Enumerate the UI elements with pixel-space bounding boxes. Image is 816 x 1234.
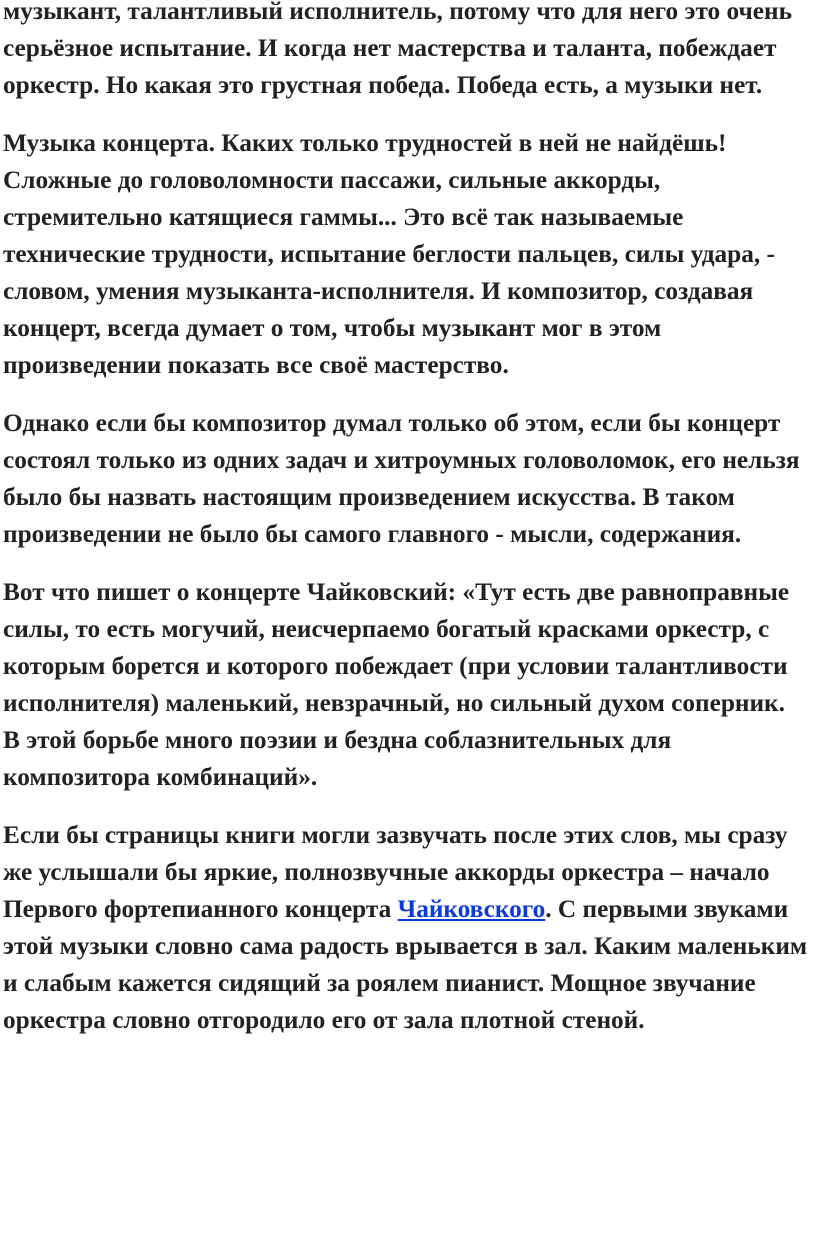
paragraph-4: Вот что пишет о концерте Чайковский: «Тут есть две равноправные силы, то есть могучий, неисчерпаемо богатый красками оркестр, с которым борется и которого побеждает (при условии талантливости исполнителя) маленький, невзрачный, но сильный духом соперник. В этой борьбе много поэзии и бездна соблазнительных для композитора комбинаций». xyxy=(3,578,790,791)
paragraph-3: Однако если бы композитор думал только об этом, если бы концерт состоял только из одних задач и хитроумных головоломок, его нельзя было бы назвать настоящим произведением искусства. В таком произведении не было бы самого главного - мысли, содержания. xyxy=(3,409,800,548)
paragraph-1: музыкант, талантливый исполнитель, потому что для него это очень серьёзное испытание. И когда нет мастерства и таланта, побеждает оркестр. Но какая это грустная победа. Победа есть, а музыки нет. xyxy=(3,0,792,99)
paragraph-2: Музыка концерта. Каких только трудностей в ней не найдёшь! Сложные до головоломности пассажи, сильные аккорды, стремительно катящиеся гаммы... Это всё так называемые технические трудности, испытание беглости пальцев, силы удара, - словом, умения музыканта-исполнителя. И композитор, создавая концерт, всегда думает о том, чтобы музыкант мог в этом произведении показать все своё мастерство. xyxy=(3,129,775,379)
paragraph-5-text-before-link: Если бы страницы книги могли зазвучать после этих слов, мы сразу же услышали бы яркие, полнозвучные аккорды оркестра – начало Первого фортепианного концерта xyxy=(3,821,788,923)
paragraph-5-text-after-link: . С первыми звуками этой музыки словно сама радость врывается в зал. Каким маленьким и слабым кажется сидящий за роялем пианист. Мощное звучание оркестра словно отгородило его от зала плотной стеной. xyxy=(3,895,808,1034)
paragraph-5 xyxy=(3,817,808,1039)
tchaikovsky-link[interactable]: Чайковского xyxy=(397,895,546,923)
